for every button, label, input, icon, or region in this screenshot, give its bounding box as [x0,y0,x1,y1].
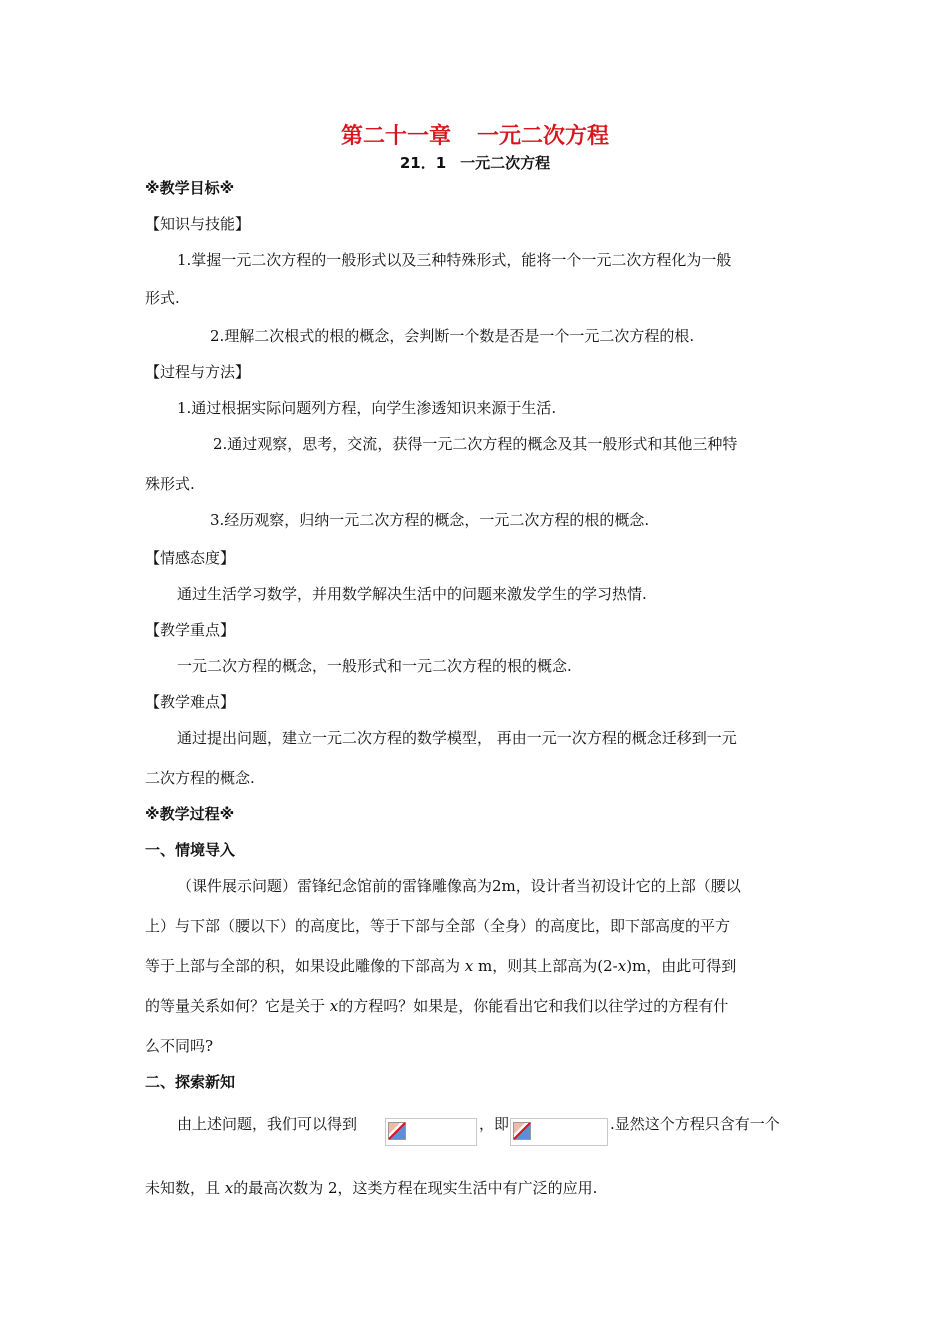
equation-image-placeholder [510,1118,608,1146]
variable-x: x [329,997,339,1015]
section-one-heading: 一、情境导入 [145,841,236,859]
broken-image-icon [388,1122,406,1140]
paragraph-line: 的等量关系如何？它是关于 x的方程吗？如果是，你能看出它和我们以往学过的方程有什 [145,997,729,1015]
paragraph-line: 么不同吗? [145,1037,214,1055]
paragraph-line: 通过生活学习数学，并用数学解决生活中的问题来激发学生的学习热情. [177,585,647,603]
paragraph-line: 未知数，且 x的最高次数为 2，这类方程在现实生活中有广泛的应用. [145,1179,598,1197]
paragraph-line: 1.掌握一元二次方程的一般形式以及三种特殊形式，能将一个一元二次方程化为一般 [177,251,732,269]
process-method-heading: 【过程与方法】 [145,363,251,381]
chapter-number: 第二十一章 [340,124,451,149]
chapter-title [0,122,950,152]
chapter-name: 一元二次方程 [477,124,610,149]
paragraph-line: 由上述问题，我们可以得到 [177,1115,358,1133]
paragraph-line: ，即 [479,1115,510,1133]
paragraph-line: 一元二次方程的概念，一般形式和一元二次方程的根的概念. [177,657,572,675]
paragraph-line: 形式. [145,289,180,307]
variable-x: x [464,957,474,975]
variable-x: x [224,1179,234,1197]
paragraph-line: 2.理解二次根式的根的概念，会判断一个数是否是一个一元二次方程的根. [210,327,695,345]
paragraph-line: 1.通过根据实际问题列方程，向学生渗透知识来源于生活. [177,399,557,417]
paragraph-line: 2.通过观察，思考，交流，获得一元二次方程的概念及其一般形式和其他三种特 [213,435,738,453]
teaching-objectives-heading: ※教学目标※ [145,179,235,197]
paragraph-line: 等于上部与全部的积，如果设此雕像的下部高为 x m，则其上部高为(2-x)m，由此可得到 [145,957,737,975]
key-points-heading: 【教学重点】 [145,621,236,639]
broken-image-icon [513,1122,531,1140]
section-name: 一元二次方程 [460,154,551,172]
section-two-heading: 二、探索新知 [145,1073,236,1091]
knowledge-skills-heading: 【知识与技能】 [145,215,251,233]
equation-image-placeholder [385,1118,477,1146]
paragraph-line: 通过提出问题，建立一元二次方程的数学模型， 再由一元一次方程的概念迁移到一元 [177,729,737,747]
paragraph-line: 殊形式. [145,475,195,493]
paragraph-line: 上）与下部（腰以下）的高度比，等于下部与全部（全身）的高度比，即下部高度的平方 [145,917,731,935]
paragraph-line: （课件展示问题）雷锋纪念馆前的雷锋雕像高为2m，设计者当初设计它的上部（腰以 [177,877,741,895]
paragraph-line: 3.经历观察，归纳一元二次方程的概念，一元二次方程的根的概念. [210,511,650,529]
section-number: 21．1 [399,154,447,172]
variable-x: x [617,957,627,975]
paragraph-line: 二次方程的概念. [145,769,255,787]
paragraph-line: .显然这个方程只含有一个 [610,1115,780,1133]
difficult-points-heading: 【教学难点】 [145,693,236,711]
section-title [0,152,950,174]
attitude-heading: 【情感态度】 [145,549,236,567]
teaching-process-heading: ※教学过程※ [145,805,235,823]
